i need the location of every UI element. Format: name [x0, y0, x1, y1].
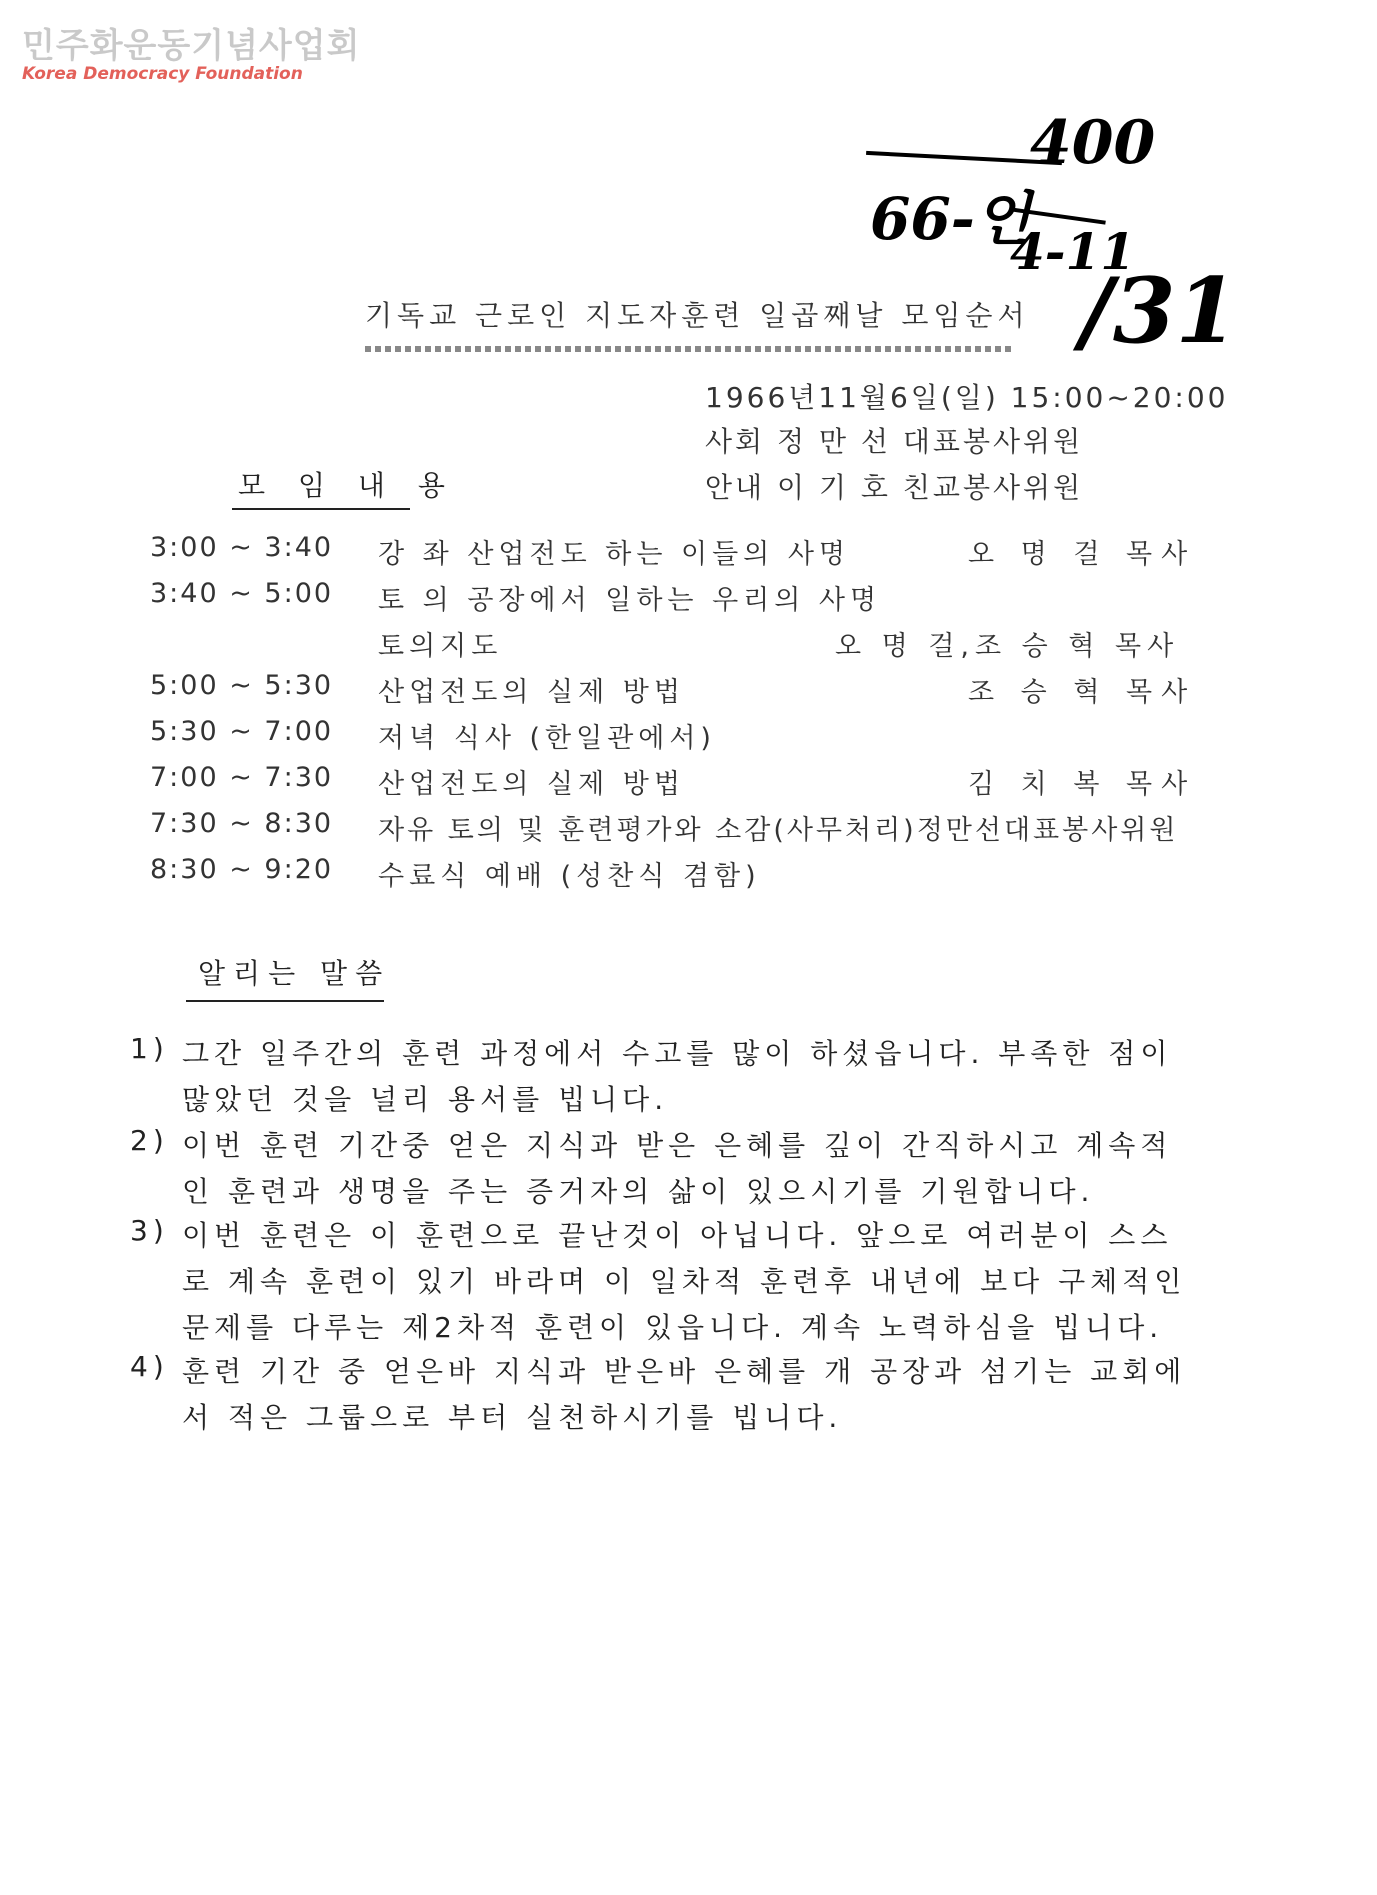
program-speaker: 조 승 혁 목사 [968, 677, 1197, 708]
notice-line: 많았던 것을 널리 용서를 빕니다. [182, 1083, 669, 1116]
program-heading: 모 임 내 용 [238, 469, 457, 502]
notice-number: 3) [130, 1214, 169, 1247]
notice-line: 그간 일주간의 훈련 과정에서 수고를 많이 하셨읍니다. 부족한 점이 [182, 1037, 1173, 1070]
program-title: 수료식 예배 (성찬식 겸함) [378, 861, 761, 892]
event-mc: 사회 정 만 선 대표봉사위원 [705, 425, 1084, 458]
archive-mark-code: 66-인 [870, 185, 1031, 253]
program-row [0, 532, 1377, 572]
program-row [0, 624, 1377, 664]
notice-line: 로 계속 훈련이 있기 바라며 이 일차적 훈련후 내년에 보다 구체적인 [182, 1265, 1187, 1298]
program-title: 산업전도의 실제 방법 [378, 677, 685, 708]
notice-line: 이번 훈련은 이 훈련으로 끝난것이 아닙니다. 앞으로 여러분이 스스 [182, 1219, 1173, 1252]
notice-line: 이번 훈련 기간중 얻은 지식과 받은 은혜를 깊이 간직하시고 계속적 [182, 1129, 1173, 1162]
program-time: 7:30 ~ 8:30 [150, 808, 334, 839]
notice-number: 1) [130, 1032, 169, 1065]
program-title: 강 좌 산업전도 하는 이들의 사명 [378, 539, 850, 570]
program-speaker: 오 명 걸,조 승 혁 목사 [835, 631, 1180, 662]
event-guide: 안내 이 기 호 친교봉사위원 [705, 471, 1084, 504]
title-underline-rule [365, 346, 1015, 352]
notice-line: 인 훈련과 생명을 주는 증거자의 삶이 있으시기를 기원합니다. [182, 1175, 1095, 1208]
notice-line: 문제를 다루는 제2차적 훈련이 있읍니다. 계속 노력하심을 빕니다. [182, 1311, 1164, 1344]
document-title: 기독교 근로인 지도자훈련 일곱째날 모임순서 [365, 299, 1030, 332]
program-time: 7:00 ~ 7:30 [150, 762, 334, 793]
program-speaker: 김 치 복 목사 [968, 769, 1197, 800]
program-title: 자유 토의 및 훈련평가와 소감(사무처리)정만선대표봉사위원 [378, 815, 1179, 846]
program-heading-underline [232, 508, 410, 510]
notices-heading: 알리는 말씀 [198, 957, 391, 990]
notice-line: 서 적은 그룹으로 부터 실천하시기를 빕니다. [182, 1401, 843, 1434]
archive-mark-page: /31 [1080, 258, 1239, 364]
archive-mark-number: 400 [1030, 108, 1156, 178]
program-row [0, 716, 1377, 756]
program-title: 토의지도 [378, 631, 503, 662]
program-time: 3:00 ~ 3:40 [150, 532, 334, 563]
program-row [0, 808, 1377, 848]
program-row [0, 854, 1377, 894]
program-row [0, 670, 1377, 710]
notice-number: 2) [130, 1124, 169, 1157]
program-title: 토 의 공장에서 일하는 우리의 사명 [378, 585, 882, 616]
notice-line: 훈련 기간 중 얻은바 지식과 받은바 은혜를 개 공장과 섬기는 교회에 [182, 1355, 1187, 1388]
program-row [0, 578, 1377, 618]
program-time: 5:30 ~ 7:00 [150, 716, 334, 747]
program-title: 저녁 식사 (한일관에서) [378, 723, 716, 754]
program-time: 3:40 ~ 5:00 [150, 578, 334, 609]
notices-heading-underline [186, 1000, 384, 1002]
program-title: 산업전도의 실제 방법 [378, 769, 685, 800]
program-time: 8:30 ~ 9:20 [150, 854, 334, 885]
watermark-english: Korea Democracy Foundation [22, 64, 303, 84]
program-time: 5:00 ~ 5:30 [150, 670, 334, 701]
watermark-korean: 민주화운동기념사업회 [22, 26, 361, 66]
notice-number: 4) [130, 1350, 169, 1383]
event-date-time: 1966년11월6일(일) 15:00~20:00 [705, 381, 1229, 414]
program-row [0, 762, 1377, 802]
program-speaker: 오 명 걸 목사 [968, 539, 1197, 570]
archive-mark-sub: 4-11 [1010, 222, 1136, 281]
